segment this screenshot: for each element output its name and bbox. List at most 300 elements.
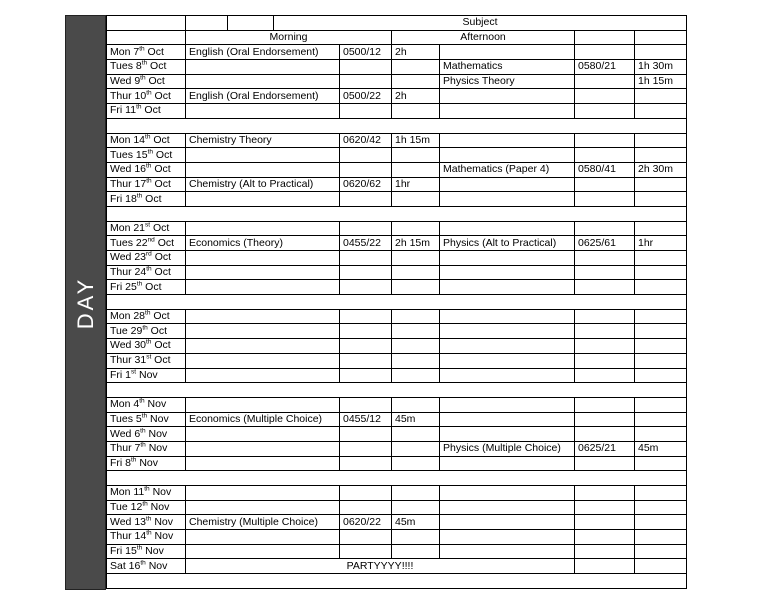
- afternoon-code: [575, 221, 635, 236]
- afternoon-subject: [440, 148, 575, 163]
- morning-subject: [186, 309, 340, 324]
- afternoon-duration: [635, 324, 687, 339]
- spacer-cell: [107, 383, 687, 398]
- date-month: Nov: [142, 545, 164, 558]
- afternoon-code: [575, 148, 635, 163]
- date-day: Thur 31: [110, 354, 147, 367]
- date-cell: [107, 339, 186, 354]
- day-side-bar: [65, 15, 106, 590]
- afternoon-duration: [635, 192, 687, 207]
- date-day: Fri 1: [110, 368, 131, 381]
- morning-subject: [186, 544, 340, 559]
- date-month: Nov: [136, 368, 158, 381]
- date-month: Oct: [151, 177, 171, 190]
- table-row: [107, 133, 687, 148]
- afternoon-code: [575, 339, 635, 354]
- date-cell: [107, 60, 186, 75]
- afternoon-duration: [635, 515, 687, 530]
- exam-timetable: [106, 15, 687, 589]
- morning-code: [340, 309, 392, 324]
- date-cell: [107, 192, 186, 207]
- morning-duration: [392, 60, 440, 75]
- date-cell: [107, 412, 186, 427]
- afternoon-code: [575, 368, 635, 383]
- morning-duration: [392, 339, 440, 354]
- morning-subject: [186, 530, 340, 545]
- morning-code: [340, 544, 392, 559]
- afternoon-code: [575, 280, 635, 295]
- morning-duration: [392, 353, 440, 368]
- afternoon-code: 0625/21: [575, 441, 635, 456]
- date-suffix: th: [142, 500, 148, 508]
- table-row: [107, 368, 687, 383]
- afternoon-subject: Mathematics: [440, 60, 575, 75]
- morning-duration: [392, 265, 440, 280]
- date-day: Wed 23: [110, 251, 146, 264]
- date-cell: [107, 177, 186, 192]
- date-month: Oct: [147, 60, 167, 73]
- morning-duration: [392, 148, 440, 163]
- date-cell: [107, 265, 186, 280]
- day-label: DAY: [72, 276, 98, 329]
- morning-code: 0455/12: [340, 412, 392, 427]
- afternoon-subject: [440, 324, 575, 339]
- morning-subject: Economics (Multiple Choice): [186, 412, 340, 427]
- morning-code: [340, 104, 392, 119]
- date-day: Tues 8: [110, 60, 142, 73]
- date-month: Nov: [151, 515, 174, 528]
- morning-code: [340, 221, 392, 236]
- morning-duration: [392, 324, 440, 339]
- morning-code: [340, 368, 392, 383]
- date-suffix: th: [146, 89, 152, 97]
- date-day: Mon 14: [110, 133, 146, 146]
- date-cell: [107, 148, 186, 163]
- date-month: Oct: [151, 89, 171, 102]
- morning-subject: [186, 251, 340, 266]
- afternoon-duration: [635, 177, 687, 192]
- morning-duration: [392, 500, 440, 515]
- morning-duration: [392, 427, 440, 442]
- afternoon-code: [575, 397, 635, 412]
- afternoon-subject: [440, 89, 575, 104]
- date-day: Tues 15: [110, 148, 148, 161]
- date-day: Fri 25: [110, 280, 137, 293]
- afternoon-duration: [635, 45, 687, 60]
- morning-subject: [186, 60, 340, 75]
- date-day: Fri 18: [110, 192, 137, 205]
- date-day: Thur 7: [110, 442, 141, 455]
- date-suffix: th: [145, 309, 151, 317]
- afternoon-duration: [635, 559, 687, 574]
- afternoon-subject: [440, 530, 575, 545]
- morning-code: [340, 441, 392, 456]
- morning-subject: [186, 104, 340, 119]
- afternoon-duration: [635, 265, 687, 280]
- morning-code: [340, 500, 392, 515]
- afternoon-code: [575, 559, 635, 574]
- header-cell: [228, 16, 274, 31]
- date-cell: [107, 280, 186, 295]
- date-suffix: th: [146, 162, 152, 170]
- morning-subject: [186, 368, 340, 383]
- morning-duration: [392, 251, 440, 266]
- morning-subject: [186, 148, 340, 163]
- morning-code: 0500/12: [340, 45, 392, 60]
- morning-code: [340, 486, 392, 501]
- date-month: Oct: [142, 280, 162, 293]
- morning-code: [340, 251, 392, 266]
- spacer-cell: [107, 574, 687, 589]
- date-suffix: th: [141, 59, 148, 67]
- morning-duration: [392, 280, 440, 295]
- table-row: [107, 148, 687, 163]
- morning-duration: [392, 192, 440, 207]
- afternoon-subject: [440, 104, 575, 119]
- date-suffix: st: [145, 221, 151, 229]
- afternoon-duration: [635, 309, 687, 324]
- afternoon-code: [575, 251, 635, 266]
- subject-header: Subject: [274, 16, 687, 31]
- date-month: Oct: [150, 133, 170, 146]
- table-row: [107, 353, 687, 368]
- afternoon-code: [575, 265, 635, 280]
- table-row: [107, 559, 687, 574]
- afternoon-code: [575, 104, 635, 119]
- morning-subject: Chemistry (Multiple Choice): [186, 515, 340, 530]
- afternoon-duration: [635, 486, 687, 501]
- table-row: [107, 515, 687, 530]
- morning-duration: [392, 309, 440, 324]
- afternoon-subject: [440, 280, 575, 295]
- afternoon-duration: [635, 251, 687, 266]
- morning-duration: [392, 221, 440, 236]
- date-month: Nov: [145, 442, 168, 455]
- afternoon-duration: 45m: [635, 441, 687, 456]
- morning-duration: 45m: [392, 412, 440, 427]
- morning-subject: [186, 353, 340, 368]
- date-month: Oct: [151, 354, 171, 367]
- date-cell: [107, 104, 186, 119]
- afternoon-code: [575, 544, 635, 559]
- date-suffix: th: [146, 515, 152, 523]
- afternoon-subject: [440, 221, 575, 236]
- morning-subject: [186, 324, 340, 339]
- table-row: [107, 530, 687, 545]
- date-cell: [107, 559, 186, 574]
- date-suffix: th: [146, 529, 152, 537]
- date-day: Mon 28: [110, 310, 146, 323]
- date-day: Fri 11: [110, 104, 137, 117]
- header-corner-cell: [107, 30, 186, 45]
- morning-code: 0500/22: [340, 89, 392, 104]
- morning-subject: English (Oral Endorsement): [186, 89, 340, 104]
- date-month: Nov: [136, 456, 159, 469]
- afternoon-header: Afternoon: [392, 30, 575, 45]
- table-row: [107, 162, 687, 177]
- spacer-row: [107, 383, 687, 398]
- afternoon-duration: [635, 221, 687, 236]
- header-row-session: [107, 30, 687, 45]
- morning-subject: [186, 221, 340, 236]
- morning-subject: Economics (Theory): [186, 236, 340, 251]
- afternoon-duration: [635, 397, 687, 412]
- date-day: Thur 10: [110, 89, 147, 102]
- date-month: Oct: [142, 192, 162, 205]
- date-suffix: th: [142, 324, 148, 332]
- spacer-row: [107, 471, 687, 486]
- date-day: Thur 24: [110, 266, 147, 279]
- afternoon-subject: [440, 45, 575, 60]
- morning-code: [340, 530, 392, 545]
- afternoon-duration: 1h 30m: [635, 60, 687, 75]
- morning-duration: 45m: [392, 515, 440, 530]
- date-month: Oct: [150, 310, 170, 323]
- afternoon-code: [575, 500, 635, 515]
- morning-subject: [186, 162, 340, 177]
- date-day: Wed 16: [110, 163, 146, 176]
- afternoon-duration: [635, 133, 687, 148]
- date-month: Nov: [145, 427, 168, 440]
- morning-duration: [392, 544, 440, 559]
- afternoon-duration: 1hr: [635, 236, 687, 251]
- table-row: [107, 339, 687, 354]
- spacer-row: [107, 206, 687, 221]
- date-month: Oct: [151, 339, 171, 352]
- date-suffix: th: [146, 338, 152, 346]
- morning-subject: [186, 74, 340, 89]
- afternoon-code: [575, 133, 635, 148]
- afternoon-duration: [635, 530, 687, 545]
- date-day: Mon 4: [110, 398, 140, 411]
- date-day: Fri 8: [110, 456, 131, 469]
- table-row: [107, 500, 687, 515]
- date-suffix: th: [146, 265, 152, 273]
- morning-code: [340, 74, 392, 89]
- morning-code: 0620/42: [340, 133, 392, 148]
- header-corner-cell: [107, 16, 186, 31]
- afternoon-duration: 2h 30m: [635, 162, 687, 177]
- afternoon-subject: [440, 339, 575, 354]
- morning-duration: [392, 530, 440, 545]
- morning-code: [340, 265, 392, 280]
- morning-duration: [392, 456, 440, 471]
- date-cell: [107, 515, 186, 530]
- afternoon-duration: [635, 368, 687, 383]
- date-suffix: rd: [146, 250, 152, 258]
- table-row: [107, 427, 687, 442]
- date-suffix: nd: [147, 236, 155, 244]
- morning-duration: [392, 162, 440, 177]
- date-cell: [107, 133, 186, 148]
- morning-code: [340, 456, 392, 471]
- date-cell: [107, 236, 186, 251]
- date-suffix: th: [147, 148, 153, 156]
- date-month: Oct: [151, 163, 171, 176]
- morning-code: [340, 324, 392, 339]
- afternoon-code: [575, 412, 635, 427]
- afternoon-duration: [635, 427, 687, 442]
- table-row: [107, 236, 687, 251]
- date-month: Oct: [151, 266, 171, 279]
- afternoon-code: [575, 45, 635, 60]
- morning-code: 0620/22: [340, 515, 392, 530]
- date-suffix: th: [136, 103, 142, 111]
- afternoon-subject: [440, 368, 575, 383]
- table-row: [107, 221, 687, 236]
- afternoon-code: [575, 353, 635, 368]
- morning-code: 0455/22: [340, 236, 392, 251]
- date-day: Sat 16: [110, 559, 141, 572]
- afternoon-subject: [440, 412, 575, 427]
- morning-duration: 2h 15m: [392, 236, 440, 251]
- table-row: [107, 441, 687, 456]
- date-month: Oct: [152, 148, 173, 161]
- date-day: Thur 17: [110, 177, 147, 190]
- date-day: Thur 14: [110, 530, 147, 543]
- afternoon-duration: [635, 280, 687, 295]
- morning-code: [340, 397, 392, 412]
- table-row: [107, 74, 687, 89]
- afternoon-duration: [635, 412, 687, 427]
- date-cell: [107, 427, 186, 442]
- table-row: [107, 89, 687, 104]
- date-month: Oct: [151, 251, 172, 264]
- header-cell: [635, 30, 687, 45]
- date-cell: [107, 162, 186, 177]
- morning-subject: Chemistry Theory: [186, 133, 340, 148]
- date-month: Oct: [147, 324, 167, 337]
- date-suffix: th: [139, 397, 145, 405]
- morning-code: [340, 353, 392, 368]
- spacer-cell: [107, 295, 687, 310]
- table-row: [107, 412, 687, 427]
- date-suffix: th: [136, 280, 143, 288]
- date-suffix: th: [144, 485, 150, 493]
- morning-duration: 1h 15m: [392, 133, 440, 148]
- date-day: Wed 6: [110, 427, 141, 440]
- date-month: Nov: [151, 530, 174, 543]
- morning-subject: Chemistry (Alt to Practical): [186, 177, 340, 192]
- date-day: Wed 13: [110, 515, 146, 528]
- morning-code: [340, 60, 392, 75]
- date-month: Oct: [145, 75, 165, 88]
- afternoon-code: 0625/61: [575, 236, 635, 251]
- table-row: [107, 251, 687, 266]
- afternoon-subject: Physics (Alt to Practical): [440, 236, 575, 251]
- morning-duration: 2h: [392, 45, 440, 60]
- afternoon-code: [575, 486, 635, 501]
- morning-code: [340, 148, 392, 163]
- date-cell: [107, 74, 186, 89]
- date-day: Tues 22: [110, 236, 148, 249]
- date-suffix: st: [146, 353, 152, 361]
- date-cell: [107, 45, 186, 60]
- date-month: Oct: [154, 236, 175, 249]
- afternoon-subject: [440, 133, 575, 148]
- afternoon-subject: [440, 251, 575, 266]
- afternoon-subject: [440, 265, 575, 280]
- date-suffix: th: [146, 177, 152, 185]
- date-day: Mon 7: [110, 45, 140, 58]
- spacer-row: [107, 118, 687, 133]
- afternoon-code: [575, 530, 635, 545]
- afternoon-code: [575, 309, 635, 324]
- table-row: [107, 309, 687, 324]
- header-cell: [186, 16, 228, 31]
- morning-duration: [392, 74, 440, 89]
- morning-subject: [186, 441, 340, 456]
- afternoon-code: [575, 456, 635, 471]
- afternoon-subject: [440, 309, 575, 324]
- date-cell: [107, 544, 186, 559]
- date-suffix: th: [140, 74, 146, 82]
- afternoon-duration: [635, 544, 687, 559]
- morning-duration: 1hr: [392, 177, 440, 192]
- date-suffix: th: [136, 192, 143, 200]
- afternoon-subject: [440, 515, 575, 530]
- afternoon-subject: [440, 486, 575, 501]
- morning-duration: [392, 397, 440, 412]
- afternoon-subject: [440, 192, 575, 207]
- date-suffix: th: [140, 441, 146, 449]
- morning-subject: [186, 500, 340, 515]
- afternoon-code: [575, 177, 635, 192]
- date-day: Wed 9: [110, 75, 141, 88]
- afternoon-code: [575, 89, 635, 104]
- date-day: Fri 15: [110, 545, 137, 558]
- date-month: Nov: [147, 501, 170, 514]
- morning-subject: [186, 265, 340, 280]
- date-cell: [107, 309, 186, 324]
- table-row: [107, 280, 687, 295]
- table-row: [107, 456, 687, 471]
- date-day: Tue 29: [110, 324, 143, 337]
- morning-duration: [392, 104, 440, 119]
- morning-subject: [186, 339, 340, 354]
- header-row-subject: [107, 16, 687, 31]
- afternoon-subject: [440, 544, 575, 559]
- afternoon-duration: [635, 456, 687, 471]
- date-day: Tues 5: [110, 412, 142, 425]
- afternoon-subject: Physics (Multiple Choice): [440, 441, 575, 456]
- date-day: Tue 12: [110, 501, 143, 514]
- afternoon-subject: [440, 397, 575, 412]
- morning-code: [340, 427, 392, 442]
- spacer-row: [107, 295, 687, 310]
- date-cell: [107, 530, 186, 545]
- spacer-row: [107, 574, 687, 589]
- morning-duration: [392, 441, 440, 456]
- date-month: Oct: [141, 104, 161, 117]
- date-cell: [107, 456, 186, 471]
- afternoon-subject: [440, 427, 575, 442]
- date-cell: [107, 500, 186, 515]
- afternoon-subject: [440, 177, 575, 192]
- date-suffix: th: [145, 133, 151, 141]
- table-row: [107, 265, 687, 280]
- morning-subject: [186, 486, 340, 501]
- morning-header: Morning: [186, 30, 392, 45]
- date-cell: [107, 251, 186, 266]
- date-suffix: th: [131, 456, 137, 464]
- afternoon-code: 0580/21: [575, 60, 635, 75]
- date-day: Mon 21: [110, 221, 146, 234]
- note-cell: PARTYYYY!!!!: [186, 559, 575, 574]
- date-cell: [107, 368, 186, 383]
- date-cell: [107, 486, 186, 501]
- morning-code: 0620/62: [340, 177, 392, 192]
